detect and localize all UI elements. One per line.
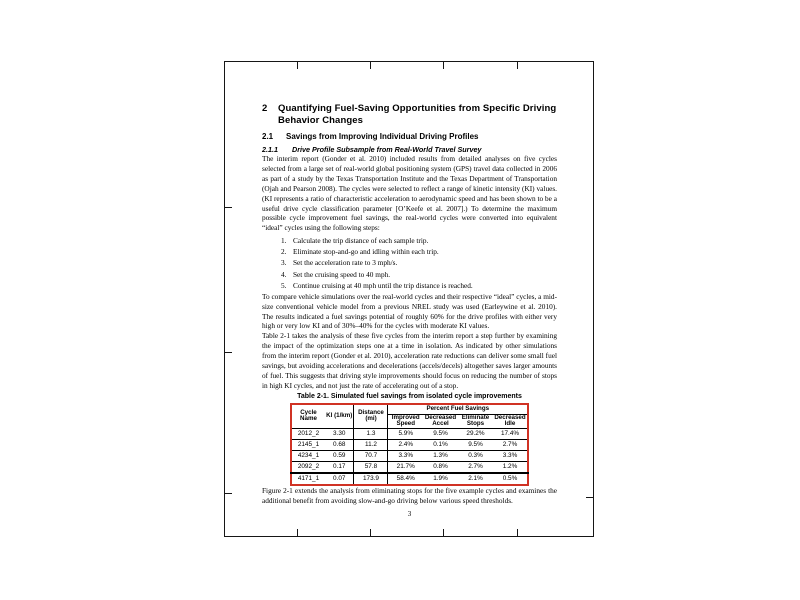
subsubsection-heading <box>262 146 557 154</box>
list-item-text: Eliminate stop-and-go and idling within each trip. <box>293 247 439 257</box>
subsection-title: Savings from Improving Individual Driving Profiles <box>286 132 479 141</box>
crop-mark <box>370 62 371 69</box>
crop-mark <box>517 62 518 69</box>
table-cell: 1.3% <box>423 450 458 461</box>
paragraph-table-discussion: Table 2-1 takes the analysis of these five cycles from the interim report a step further by examining the impact of the optimization steps one at a time in isolation. As indicated by other simulations from the interim report (Gonder et al. 2010), acceleration rate reductions can deliver some small fuel savings, but avoiding accelerations and decelerations (accels/decels) altogether saves larger amounts of fuel. This suggests that driving style improvements should focus on reducing the number of stops in high KI cycles, and not just the rate of accelerating out of a stop. <box>262 331 557 390</box>
table-row <box>291 428 528 439</box>
table-cell: 5.9% <box>388 428 423 439</box>
table-cell: 2.4% <box>388 439 423 450</box>
table-cell: 1.3 <box>354 428 388 439</box>
list-item <box>262 258 557 268</box>
table-cell: 0.59 <box>325 450 354 461</box>
crop-mark <box>225 207 232 208</box>
table-row <box>291 461 528 473</box>
table-cell: 0.1% <box>423 439 458 450</box>
list-item-number: 5. <box>281 280 287 290</box>
table-cell: 3.3% <box>493 450 528 461</box>
col-cycle-name: Cycle Name <box>291 404 325 429</box>
col-distance: Distance (mi) <box>354 404 388 429</box>
paragraph-intro: The interim report (Gonder et al. 2010) included results from detailed analyses on five cycles selected from a large set of real-world global positioning system (GPS) travel data collected in 2006 as part of a study by the Texas Transportation Institute and the Texas Department of Transportation (Ojah and Pearson 2008). The cycles were selected to reflect a range of kinetic intensity (KI) values. (KI represents a ratio of characteristic acceleration to aerodynamic speed and has been shown to be a useful drive cycle classification parameter [O’Keefe et al. 2007].) To determine the maximum possible cycle improvement fuel savings, the real-world cycles were converted into equivalent “ideal” cycles using the following steps: <box>262 154 557 233</box>
crop-mark <box>443 529 444 536</box>
page-number: 3 <box>407 509 412 518</box>
list-item-number: 3. <box>281 258 287 268</box>
list-item-text: Set the acceleration rate to 3 mph/s. <box>293 258 398 268</box>
table-cell: 2012_2 <box>291 428 325 439</box>
table-row <box>291 450 528 461</box>
col-ki: KI (1/km) <box>325 404 354 429</box>
list-item-text: Calculate the trip distance of each sample trip. <box>293 236 429 246</box>
table-cell: 2.7% <box>493 439 528 450</box>
table-cell: 58.4% <box>396 475 415 483</box>
crop-mark <box>517 529 518 536</box>
crop-mark <box>443 62 444 69</box>
section-title: Quantifying Fuel-Saving Opportunities from Specific Driving Behavior Changes <box>278 103 557 126</box>
list-item-text: Set the cruising speed to 40 mph. <box>293 269 391 279</box>
table-cell: 57.8 <box>354 461 388 473</box>
list-item-number: 2. <box>281 247 287 257</box>
table-cell: 3.30 <box>325 428 354 439</box>
col-eliminate-stops: Eliminate Stops <box>458 414 493 428</box>
paragraph-comparison: To compare vehicle simulations over the real-world cycles and their respective “ideal” cycles, a mid-size conventional vehicle model from a previous NREL study was used (Earleywine et al. 2010). The results indicated a fuel savings potential of roughly 60% for the drive profiles with either very high or very low KI and of 30%–40% for the cycles with moderate KI values. <box>262 291 557 331</box>
crop-mark <box>297 62 298 69</box>
fuel-savings-table <box>290 403 529 486</box>
table-cell: 4171_1 <box>297 475 320 483</box>
table-caption: Table 2-1. Simulated fuel savings from isolated cycle improvements <box>297 392 522 400</box>
table-cell: 2092_2 <box>291 461 325 473</box>
subsection-number: 2.1 <box>262 132 274 141</box>
table-row <box>291 439 528 450</box>
crop-mark <box>586 497 593 498</box>
table-cell: 173.9 <box>354 473 388 485</box>
list-item <box>262 270 557 280</box>
steps-list <box>262 236 557 290</box>
list-item <box>262 236 557 246</box>
table-cell: 0.07 <box>325 473 354 485</box>
table-cell: 3.3% <box>388 450 423 461</box>
col-improved-speed: Improved Speed <box>388 414 423 428</box>
table-cell: 0.68 <box>325 439 354 450</box>
table-cell: 0.5% <box>502 475 518 483</box>
table-row <box>291 473 528 485</box>
table-cell: 9.5% <box>458 439 493 450</box>
table-cell: 1.9% <box>433 475 448 483</box>
crop-mark <box>225 493 232 494</box>
list-item-number: 4. <box>281 269 287 279</box>
table-cell: 1.2% <box>493 461 528 473</box>
subsubsection-title: Drive Profile Subsample from Real-World Travel Survey <box>292 145 482 154</box>
paragraph-closing: Figure 2-1 extends the analysis from eliminating stops for the five example cycles and examines the additional benefit from avoiding slow-and-go driving below various speed thresholds. <box>262 485 557 505</box>
table-cell: 2.1% <box>468 475 483 483</box>
table-cell: 9.5% <box>423 428 458 439</box>
table-cell: 0.17 <box>325 461 354 473</box>
table-cell: 70.7 <box>354 450 388 461</box>
table-cell: 29.2% <box>458 428 493 439</box>
section-heading <box>262 103 557 127</box>
table-cell: 17.4% <box>493 428 528 439</box>
table-cell: 11.2 <box>354 439 388 450</box>
table-cell: 21.7% <box>388 461 423 473</box>
col-decreased-accel: Decreased Accel <box>424 414 457 428</box>
list-item <box>262 247 557 257</box>
col-group-percent-fuel-savings: Percent Fuel Savings <box>388 404 528 415</box>
list-item <box>262 281 557 291</box>
list-item-text: Continue cruising at 40 mph until the trip distance is reached. <box>293 280 473 290</box>
subsubsection-number: 2.1.1 <box>262 145 278 154</box>
table-cell: 0.8% <box>423 461 458 473</box>
col-decreased-idle: Decreased Idle <box>493 414 528 428</box>
table-cell: 2.7% <box>458 461 493 473</box>
crop-mark <box>225 352 232 353</box>
subsection-heading <box>262 132 557 142</box>
list-item-number: 1. <box>281 236 287 246</box>
crop-mark <box>370 529 371 536</box>
document-page <box>224 61 594 537</box>
table-cell: 2145_1 <box>291 439 325 450</box>
crop-mark <box>297 529 298 536</box>
table-cell: 0.3% <box>458 450 493 461</box>
table-header-row <box>291 404 528 415</box>
table-cell: 4234_1 <box>291 450 325 461</box>
section-number: 2 <box>262 103 268 114</box>
